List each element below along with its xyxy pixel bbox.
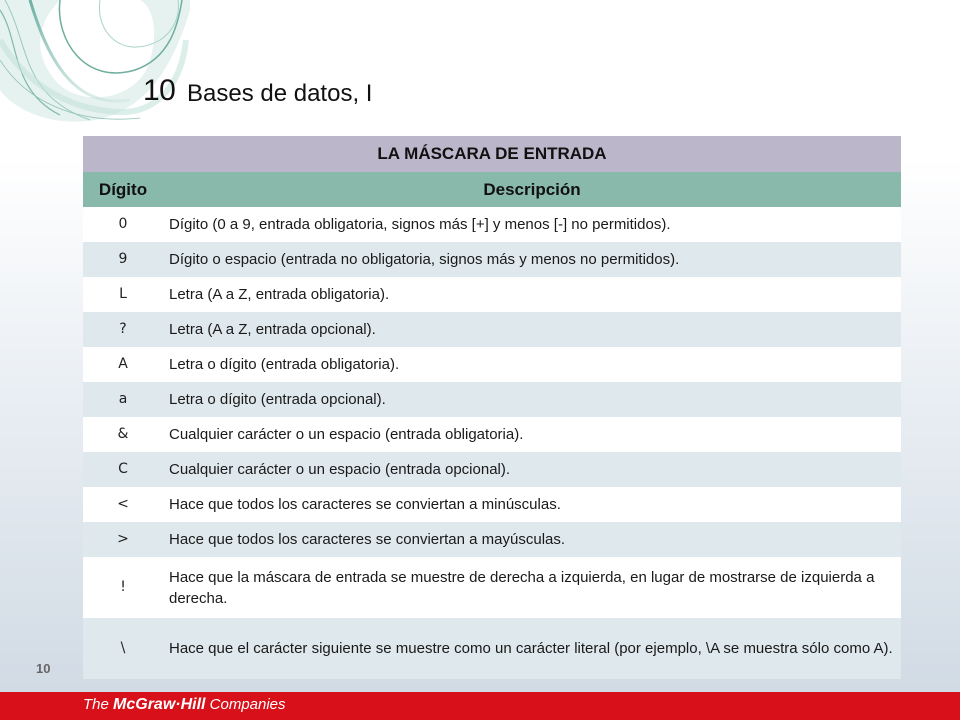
row-description: Letra (A a Z, entrada opcional). xyxy=(163,312,901,347)
table-row xyxy=(83,242,901,277)
row-description: Dígito (0 a 9, entrada obligatoria, signos más [+] y menos [-] no permitidos). xyxy=(163,207,901,242)
table-row xyxy=(83,207,901,242)
row-digit: & xyxy=(83,417,163,452)
chapter-title: Bases de datos, I xyxy=(187,80,373,107)
table-row xyxy=(83,522,901,557)
row-digit: 0 xyxy=(83,207,163,242)
row-description: Letra o dígito (entrada opcional). xyxy=(163,382,901,417)
table-row xyxy=(83,487,901,522)
row-digit: > xyxy=(83,522,163,557)
decorative-swirl-graphic xyxy=(0,0,190,130)
logo-text-pre: The xyxy=(83,696,114,713)
publisher-logo xyxy=(83,696,286,714)
table-row xyxy=(83,312,901,347)
table-row xyxy=(83,557,901,618)
row-description: Hace que todos los caracteres se conviertan a mayúsculas. xyxy=(163,522,901,557)
row-description: Cualquier carácter o un espacio (entrada obligatoria). xyxy=(163,417,901,452)
table-row xyxy=(83,347,901,382)
row-digit: L xyxy=(83,277,163,312)
logo-text-post: Companies xyxy=(205,696,286,713)
chapter-number: 10 xyxy=(143,74,176,107)
row-digit: C xyxy=(83,452,163,487)
row-digit: < xyxy=(83,487,163,522)
table-row xyxy=(83,618,901,679)
row-digit: \ xyxy=(83,618,163,679)
table-row xyxy=(83,382,901,417)
row-description: Hace que el carácter siguiente se muestre como un carácter literal (por ejemplo, \A se muestra sólo como A). xyxy=(163,618,901,679)
slide-number: 10 xyxy=(36,661,51,676)
table-row xyxy=(83,452,901,487)
row-digit: 9 xyxy=(83,242,163,277)
row-digit: a xyxy=(83,382,163,417)
table-row xyxy=(83,417,901,452)
table-row xyxy=(83,277,901,312)
row-description: Letra (A a Z, entrada obligatoria). xyxy=(163,277,901,312)
row-digit: A xyxy=(83,347,163,382)
row-description: Hace que la máscara de entrada se muestre de derecha a izquierda, en lugar de mostrarse de izquierda a derecha. xyxy=(163,557,901,618)
footer-bar xyxy=(0,692,960,720)
row-description: Cualquier carácter o un espacio (entrada opcional). xyxy=(163,452,901,487)
logo-text-brand: McGraw·Hill xyxy=(113,696,206,713)
table-caption: LA MÁSCARA DE ENTRADA xyxy=(83,136,901,172)
column-header-description: Descripción xyxy=(163,172,901,207)
row-digit: ? xyxy=(83,312,163,347)
row-description: Hace que todos los caracteres se conviertan a minúsculas. xyxy=(163,487,901,522)
row-digit: ! xyxy=(83,557,163,618)
column-header-digit: Dígito xyxy=(83,172,163,207)
row-description: Letra o dígito (entrada obligatoria). xyxy=(163,347,901,382)
input-mask-table xyxy=(83,136,901,679)
row-description: Dígito o espacio (entrada no obligatoria, signos más y menos no permitidos). xyxy=(163,242,901,277)
